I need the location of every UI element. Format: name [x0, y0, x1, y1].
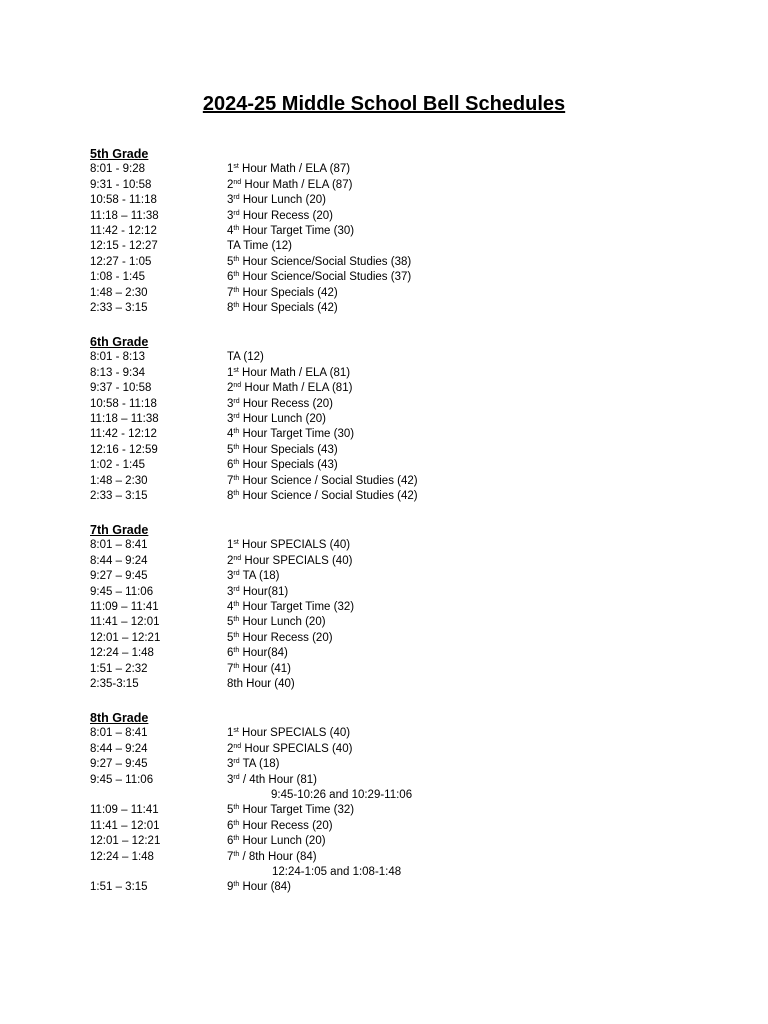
time-range: 11:18 – 11:38 — [90, 209, 159, 222]
period-description — [227, 631, 333, 646]
ordinal-number: 3 — [227, 412, 234, 425]
ordinal-suffix: st — [233, 539, 239, 547]
period-name: Hour Recess (20) — [239, 631, 333, 644]
period-name: TA (18) — [239, 758, 280, 771]
ordinal-suffix: th — [233, 224, 240, 232]
time-range: 11:41 – 12:01 — [90, 616, 160, 629]
period-name: Hour Math / ELA (87) — [238, 163, 351, 176]
ordinal-number: 6 — [227, 835, 234, 848]
schedule-row — [90, 350, 710, 365]
time-range: 8:13 - 9:34 — [90, 366, 145, 379]
section-6th-grade — [90, 335, 710, 504]
section-7th-grade — [90, 523, 710, 692]
time-range: 9:45 – 11:06 — [90, 585, 154, 598]
time-range: 1:51 – 3:15 — [90, 881, 148, 894]
time-range: 8:44 – 9:24 — [90, 554, 148, 567]
section-heading: 8th Grade — [90, 711, 149, 725]
period-description — [227, 397, 333, 412]
ordinal-number: 3 — [227, 585, 234, 598]
period-description — [227, 255, 411, 270]
period-name: Hour Math / ELA (87) — [241, 178, 353, 191]
ordinal-suffix: st — [233, 163, 239, 171]
period-description — [227, 726, 350, 741]
period-name: Hour Science / Social Studies (42) — [239, 489, 418, 502]
ordinal-number: 1 — [227, 539, 234, 552]
ordinal-number: 3 — [227, 397, 234, 410]
ordinal-number: 6 — [227, 271, 234, 284]
section-heading: 6th Grade — [90, 335, 149, 349]
period-name: Hour Lunch (20) — [239, 835, 326, 848]
schedule-row — [90, 803, 710, 818]
ordinal-suffix: th — [233, 459, 240, 467]
schedule-row — [90, 301, 710, 316]
ordinal-number: 3 — [227, 773, 234, 786]
ordinal-number: 2 — [227, 554, 234, 567]
period-description — [227, 615, 326, 630]
period-description — [227, 834, 326, 849]
period-name: Hour Specials (43) — [239, 443, 338, 456]
period-name: Hour Target Time (30) — [239, 428, 355, 441]
period-description — [227, 178, 352, 193]
period-description — [227, 803, 354, 818]
ordinal-suffix: th — [233, 647, 240, 655]
period-name: Hour Target Time (30) — [239, 224, 355, 237]
ordinal-number: 5 — [227, 443, 234, 456]
ordinal-number: 2 — [227, 382, 234, 395]
schedule-row — [90, 270, 710, 285]
schedule-row — [90, 585, 710, 600]
schedule-row — [90, 538, 710, 553]
period-description — [227, 239, 292, 254]
time-range: 9:37 - 10:58 — [90, 382, 152, 395]
time-range: 8:01 - 9:28 — [90, 163, 145, 176]
ordinal-number: 2 — [227, 178, 234, 191]
time-range: 11:42 - 12:12 — [90, 224, 157, 237]
schedule-row — [90, 662, 710, 677]
period-description — [227, 757, 279, 772]
period-name: TA Time (12) — [227, 240, 292, 253]
ordinal-number: 3 — [227, 758, 234, 771]
time-range: 1:48 – 2:30 — [90, 474, 148, 487]
schedule-row — [90, 224, 710, 239]
schedule-row — [90, 834, 710, 849]
time-range: 1:48 – 2:30 — [90, 286, 148, 299]
section-heading: 5th Grade — [90, 147, 149, 161]
schedule-row — [90, 569, 710, 584]
schedule-row — [90, 850, 710, 865]
schedule-row — [90, 474, 710, 489]
ordinal-suffix: th — [233, 835, 240, 843]
ordinal-suffix: th — [233, 850, 240, 858]
period-name: Hour Specials (43) — [239, 459, 338, 472]
ordinal-suffix: th — [233, 286, 240, 294]
time-range: 8:01 – 8:41 — [90, 539, 148, 552]
ordinal-suffix: nd — [233, 742, 242, 750]
schedule-row — [90, 880, 710, 895]
period-description — [227, 474, 418, 489]
ordinal-suffix: rd — [233, 758, 240, 766]
time-range: 11:09 – 11:41 — [90, 804, 159, 817]
ordinal-suffix: th — [233, 819, 240, 827]
ordinal-number: 5 — [227, 631, 234, 644]
ordinal-number: 6 — [227, 459, 234, 472]
period-name: Hour(84) — [239, 647, 288, 660]
period-name: / 4th Hour (81) — [239, 773, 317, 786]
time-range: 12:16 - 12:59 — [90, 443, 158, 456]
period-name: TA (12) — [227, 351, 264, 364]
time-range: 1:08 - 1:45 — [90, 271, 145, 284]
period-description — [227, 381, 352, 396]
period-name: Hour Science / Social Studies (42) — [239, 474, 418, 487]
ordinal-suffix: st — [233, 727, 239, 735]
period-name: Hour SPECIALS (40) — [238, 539, 351, 552]
period-name: / 8th Hour (84) — [239, 850, 317, 863]
ordinal-suffix: th — [233, 489, 240, 497]
ordinal-suffix: rd — [233, 773, 240, 781]
ordinal-suffix: nd — [233, 554, 242, 562]
time-range: 12:15 - 12:27 — [90, 240, 158, 253]
ordinal-number: 7 — [227, 850, 234, 863]
ordinal-suffix: rd — [233, 570, 240, 578]
period-name: Hour Lunch (20) — [239, 616, 326, 629]
period-description — [227, 600, 354, 615]
period-name: Hour (41) — [239, 662, 292, 675]
page-title: 2024-25 Middle School Bell Schedules — [202, 93, 566, 115]
ordinal-number: 4 — [227, 224, 234, 237]
ordinal-number: 8 — [227, 489, 234, 502]
period-description — [227, 662, 291, 677]
ordinal-suffix: rd — [233, 209, 240, 217]
ordinal-number: 4 — [227, 428, 234, 441]
schedule-row — [90, 677, 710, 692]
ordinal-number: 1 — [227, 163, 234, 176]
ordinal-number: 9 — [227, 881, 234, 894]
ordinal-suffix: rd — [233, 585, 240, 593]
period-description — [227, 569, 279, 584]
period-description — [227, 162, 350, 177]
ordinal-number: 6 — [227, 647, 234, 660]
time-range: 11:41 – 12:01 — [90, 819, 160, 832]
section-heading: 7th Grade — [90, 523, 149, 537]
schedule-row — [90, 819, 710, 834]
ordinal-suffix: th — [233, 474, 240, 482]
split-time-note: 12:24-1:05 and 1:08-1:48 — [272, 865, 402, 878]
period-name: Hour SPECIALS (40) — [238, 727, 351, 740]
time-range: 8:44 – 9:24 — [90, 742, 148, 755]
period-name: 8th Hour (40) — [227, 677, 295, 690]
ordinal-suffix: st — [233, 366, 239, 374]
ordinal-number: 3 — [227, 194, 234, 207]
period-name: Hour SPECIALS (40) — [241, 554, 353, 567]
schedule-row — [90, 615, 710, 630]
period-description — [227, 193, 326, 208]
period-name: TA (18) — [239, 570, 280, 583]
time-range: 10:58 - 11:18 — [90, 194, 157, 207]
period-description — [227, 270, 411, 285]
ordinal-suffix: th — [233, 301, 240, 309]
ordinal-suffix: th — [233, 428, 240, 436]
schedule-row — [90, 646, 710, 661]
period-name: Hour Recess (20) — [239, 397, 333, 410]
period-description — [227, 538, 350, 553]
ordinal-number: 6 — [227, 819, 234, 832]
period-description — [227, 773, 317, 788]
time-range: 12:24 – 1:48 — [90, 647, 154, 660]
time-range: 8:01 - 8:13 — [90, 351, 145, 364]
schedule-row — [90, 865, 710, 880]
time-range: 2:35-3:15 — [90, 677, 139, 690]
schedule-row — [90, 489, 710, 504]
period-name: Hour (84) — [239, 881, 292, 894]
schedule-row — [90, 773, 710, 788]
period-description — [227, 677, 295, 692]
ordinal-number: 5 — [227, 804, 234, 817]
ordinal-number: 7 — [227, 286, 234, 299]
period-name: Hour Lunch (20) — [239, 194, 326, 207]
ordinal-suffix: th — [233, 255, 240, 263]
time-range: 11:09 – 11:41 — [90, 600, 159, 613]
schedule-row — [90, 742, 710, 757]
period-description — [227, 366, 350, 381]
period-description — [227, 742, 352, 757]
period-description — [227, 458, 338, 473]
period-description — [227, 350, 264, 365]
schedule-row — [90, 381, 710, 396]
period-name: Hour Math / ELA (81) — [238, 366, 351, 379]
section-8th-grade — [90, 711, 710, 896]
ordinal-suffix: rd — [233, 412, 240, 420]
schedule-row — [90, 366, 710, 381]
ordinal-suffix: th — [233, 616, 240, 624]
ordinal-number: 5 — [227, 616, 234, 629]
schedule-row — [90, 239, 710, 254]
schedule-row — [90, 162, 710, 177]
ordinal-number: 7 — [227, 474, 234, 487]
time-range: 11:18 – 11:38 — [90, 412, 159, 425]
ordinal-number: 3 — [227, 570, 234, 583]
ordinal-number: 1 — [227, 727, 234, 740]
ordinal-suffix: th — [233, 804, 240, 812]
period-name: Hour Recess (20) — [239, 819, 333, 832]
ordinal-suffix: rd — [233, 397, 240, 405]
schedule-row — [90, 726, 710, 741]
period-name: Hour Target Time (32) — [239, 804, 355, 817]
ordinal-suffix: th — [233, 631, 240, 639]
period-description — [227, 224, 354, 239]
ordinal-number: 5 — [227, 255, 234, 268]
time-range: 9:45 – 11:06 — [90, 773, 154, 786]
period-name: Hour SPECIALS (40) — [241, 742, 353, 755]
ordinal-suffix: th — [233, 271, 240, 279]
ordinal-suffix: th — [233, 881, 240, 889]
period-description — [227, 585, 288, 600]
schedule-row — [90, 443, 710, 458]
period-name: Hour Specials (42) — [239, 301, 338, 314]
schedule-row — [90, 286, 710, 301]
period-name: Hour Science/Social Studies (38) — [239, 255, 412, 268]
ordinal-number: 1 — [227, 366, 234, 379]
period-description — [227, 489, 418, 504]
schedule-row — [90, 631, 710, 646]
period-name: Hour Science/Social Studies (37) — [239, 271, 412, 284]
ordinal-suffix: nd — [233, 178, 242, 186]
schedule-row — [90, 178, 710, 193]
section-5th-grade — [90, 147, 710, 316]
time-range: 9:31 - 10:58 — [90, 178, 152, 191]
ordinal-suffix: rd — [233, 194, 240, 202]
period-description — [227, 286, 338, 301]
split-time-note: 9:45-10:26 and 10:29-11:06 — [271, 788, 413, 801]
time-range: 9:27 – 9:45 — [90, 758, 148, 771]
ordinal-number: 8 — [227, 301, 234, 314]
period-description — [227, 819, 333, 834]
period-description — [227, 443, 338, 458]
time-range: 12:01 – 12:21 — [90, 631, 161, 644]
ordinal-number: 7 — [227, 662, 234, 675]
period-description — [227, 209, 333, 224]
time-range: 2:33 – 3:15 — [90, 301, 148, 314]
time-range: 11:42 - 12:12 — [90, 428, 157, 441]
ordinal-suffix: nd — [233, 382, 242, 390]
ordinal-suffix: th — [233, 443, 240, 451]
time-range: 9:27 – 9:45 — [90, 570, 148, 583]
period-name: Hour Specials (42) — [239, 286, 338, 299]
time-range: 8:01 – 8:41 — [90, 727, 148, 740]
period-description — [227, 880, 291, 895]
period-name: Hour Recess (20) — [239, 209, 333, 222]
ordinal-number: 2 — [227, 742, 234, 755]
period-name: Hour Lunch (20) — [239, 412, 326, 425]
schedule-row — [90, 255, 710, 270]
schedule-row — [90, 209, 710, 224]
schedule-row — [90, 193, 710, 208]
period-name: Hour Target Time (32) — [239, 600, 355, 613]
time-range: 2:33 – 3:15 — [90, 489, 148, 502]
period-name: Hour(81) — [239, 585, 289, 598]
schedule-row — [90, 458, 710, 473]
schedule-row — [90, 412, 710, 427]
time-range: 12:24 – 1:48 — [90, 850, 154, 863]
time-range: 12:27 - 1:05 — [90, 255, 152, 268]
ordinal-number: 3 — [227, 209, 234, 222]
ordinal-suffix: th — [233, 662, 240, 670]
schedule-row — [90, 757, 710, 772]
schedule-row — [90, 427, 710, 442]
schedule-row — [90, 554, 710, 569]
time-range: 1:02 - 1:45 — [90, 459, 145, 472]
time-range: 10:58 - 11:18 — [90, 397, 157, 410]
period-description — [227, 646, 288, 661]
period-description — [227, 554, 352, 569]
schedule-row — [90, 788, 710, 803]
time-range: 12:01 – 12:21 — [90, 835, 161, 848]
period-name: Hour Math / ELA (81) — [241, 382, 353, 395]
period-description — [227, 301, 338, 316]
schedule-row — [90, 397, 710, 412]
period-description — [227, 850, 317, 865]
period-description — [227, 412, 326, 427]
time-range: 1:51 – 2:32 — [90, 662, 148, 675]
ordinal-suffix: th — [233, 600, 240, 608]
schedule-row — [90, 600, 710, 615]
ordinal-number: 4 — [227, 600, 234, 613]
period-description — [227, 427, 354, 442]
